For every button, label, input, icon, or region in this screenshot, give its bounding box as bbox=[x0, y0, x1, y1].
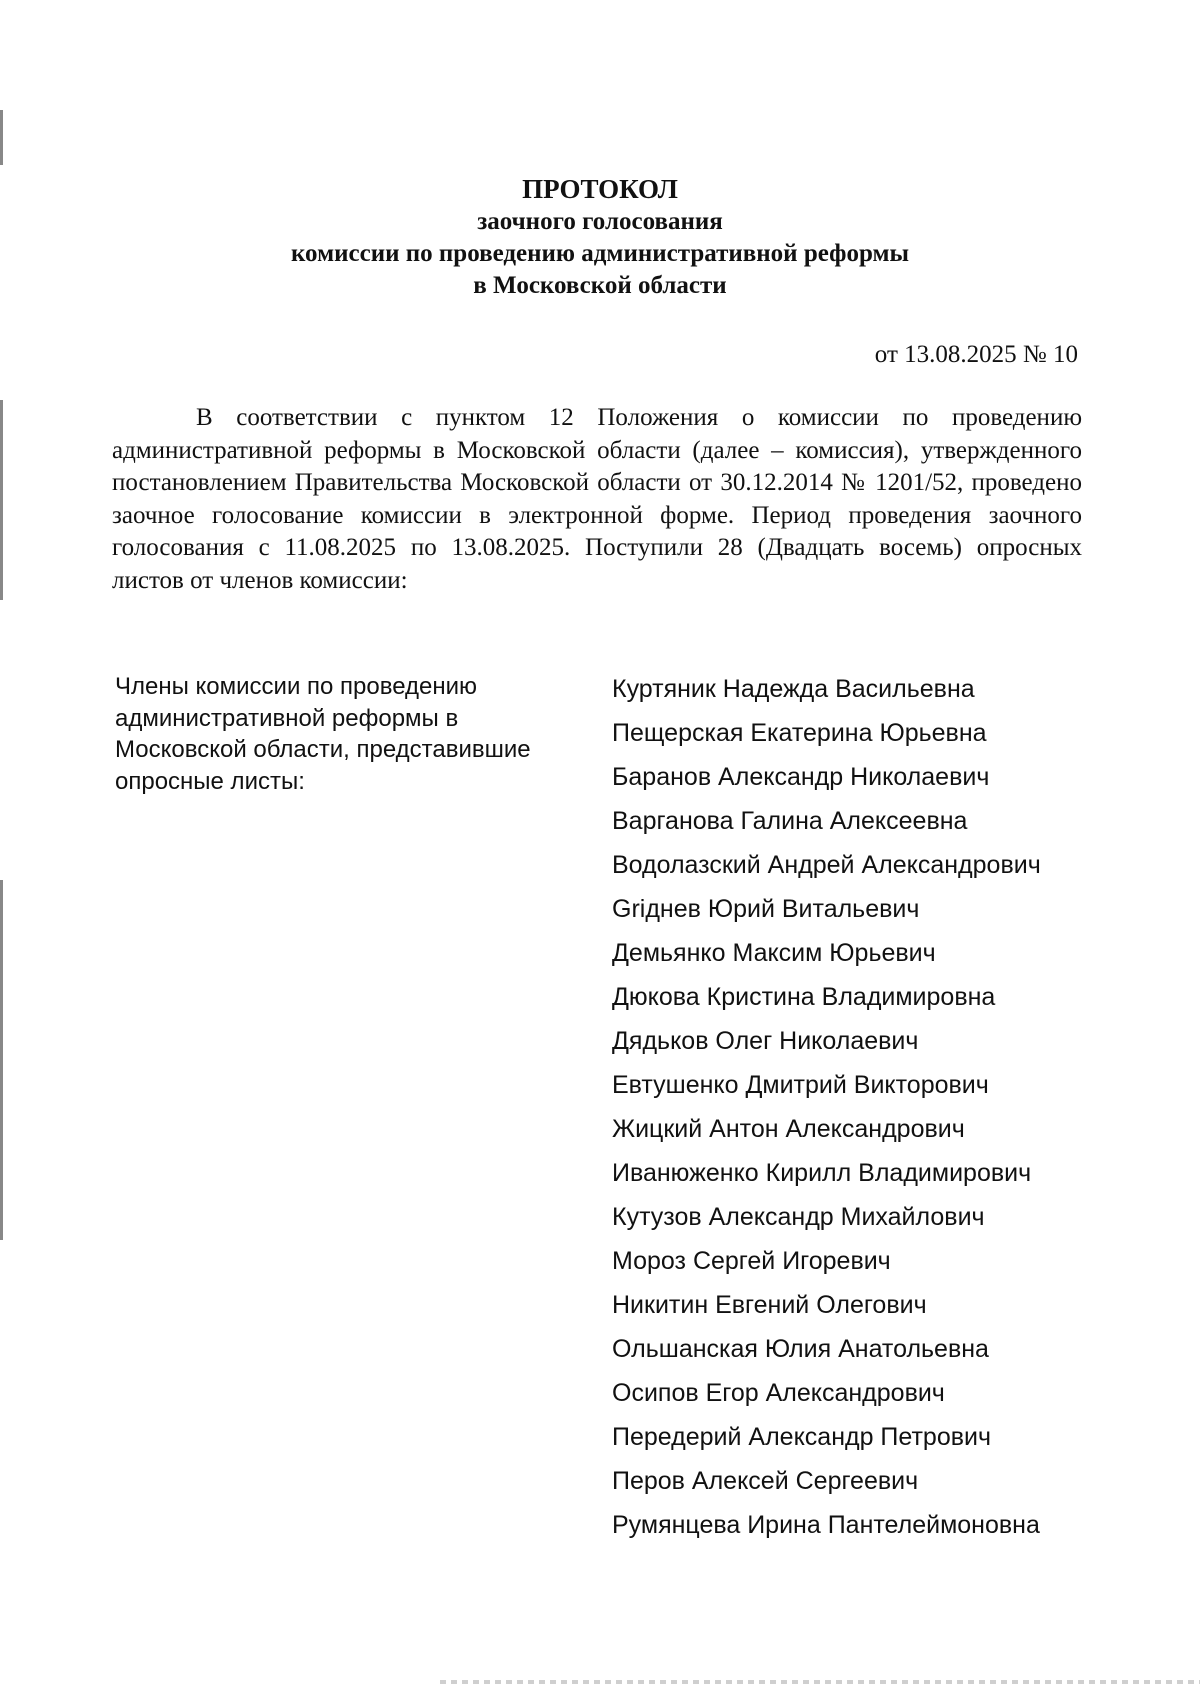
member-name: Дюкова Кристина Владимировна bbox=[612, 983, 996, 1011]
body-paragraph: В соответствии с пунктом 12 Положения о комиссии по проведению административной реформы в Московской области (далее – комиссия), утвержденного постановлением Правительства Московской области от 30.12.2014 № 1201/52, проведено заочное голосование комиссии в электронной форме. Период проведения заочного голосования с 11.08.2025 по 13.08.2025. Поступили 28 (Двадцать восемь) опросных листов от членов комиссии: bbox=[112, 404, 1082, 594]
scan-edge-mark bbox=[0, 400, 3, 600]
member-name: Мороз Сергей Игоревич bbox=[612, 1247, 891, 1275]
member-name: Дядьков Олег Николаевич bbox=[612, 1027, 919, 1055]
scan-bottom-artifact bbox=[440, 1680, 1200, 1684]
document-subtitle-line: комиссии по проведению административной реформы bbox=[290, 240, 910, 267]
member-name: Румянцева Ирина Пантелеймоновна bbox=[612, 1511, 1040, 1539]
member-name: Демьянко Максим Юрьевич bbox=[612, 939, 936, 967]
member-name: Куртяник Надежда Васильевна bbox=[612, 675, 975, 703]
members-label: Члены комиссии по проведению административной реформы в Московской области, представившие опросные листы: bbox=[115, 673, 531, 795]
document-subtitle-line: в Московской области bbox=[473, 272, 727, 299]
member-name: Передерий Александр Петрович bbox=[612, 1423, 992, 1451]
scan-edge-mark bbox=[0, 110, 3, 165]
member-name: Griднев Юрий Витальевич bbox=[612, 895, 920, 923]
member-name: Осипов Егор Александрович bbox=[612, 1379, 945, 1407]
member-name: Кутузов Александр Михайлович bbox=[612, 1203, 985, 1231]
title-block bbox=[0, 172, 1200, 302]
member-name: Ольшанская Юлия Анатольевна bbox=[612, 1335, 989, 1363]
member-name: Никитин Евгений Олегович bbox=[612, 1291, 927, 1319]
member-name: Иванюженко Кирилл Владимирович bbox=[612, 1159, 1032, 1187]
scan-edge-mark bbox=[0, 880, 3, 1240]
member-name: Жицкий Антон Александрович bbox=[612, 1115, 965, 1143]
member-name: Водолазский Андрей Александрович bbox=[612, 851, 1041, 879]
member-name: Баранов Александр Николаевич bbox=[612, 763, 990, 791]
member-name: Пещерская Екатерина Юрьевна bbox=[612, 719, 987, 747]
document-title: ПРОТОКОЛ bbox=[522, 174, 678, 204]
member-name: Варганова Галина Алексеевна bbox=[612, 807, 968, 835]
document-subtitle-line: заочного голосования bbox=[477, 208, 723, 235]
protocol-date-number: от 13.08.2025 № 10 bbox=[874, 341, 1078, 368]
members-list bbox=[612, 671, 1112, 1551]
member-name: Евтушенко Дмитрий Викторович bbox=[612, 1071, 989, 1099]
member-name: Перов Алексей Сергеевич bbox=[612, 1467, 919, 1495]
